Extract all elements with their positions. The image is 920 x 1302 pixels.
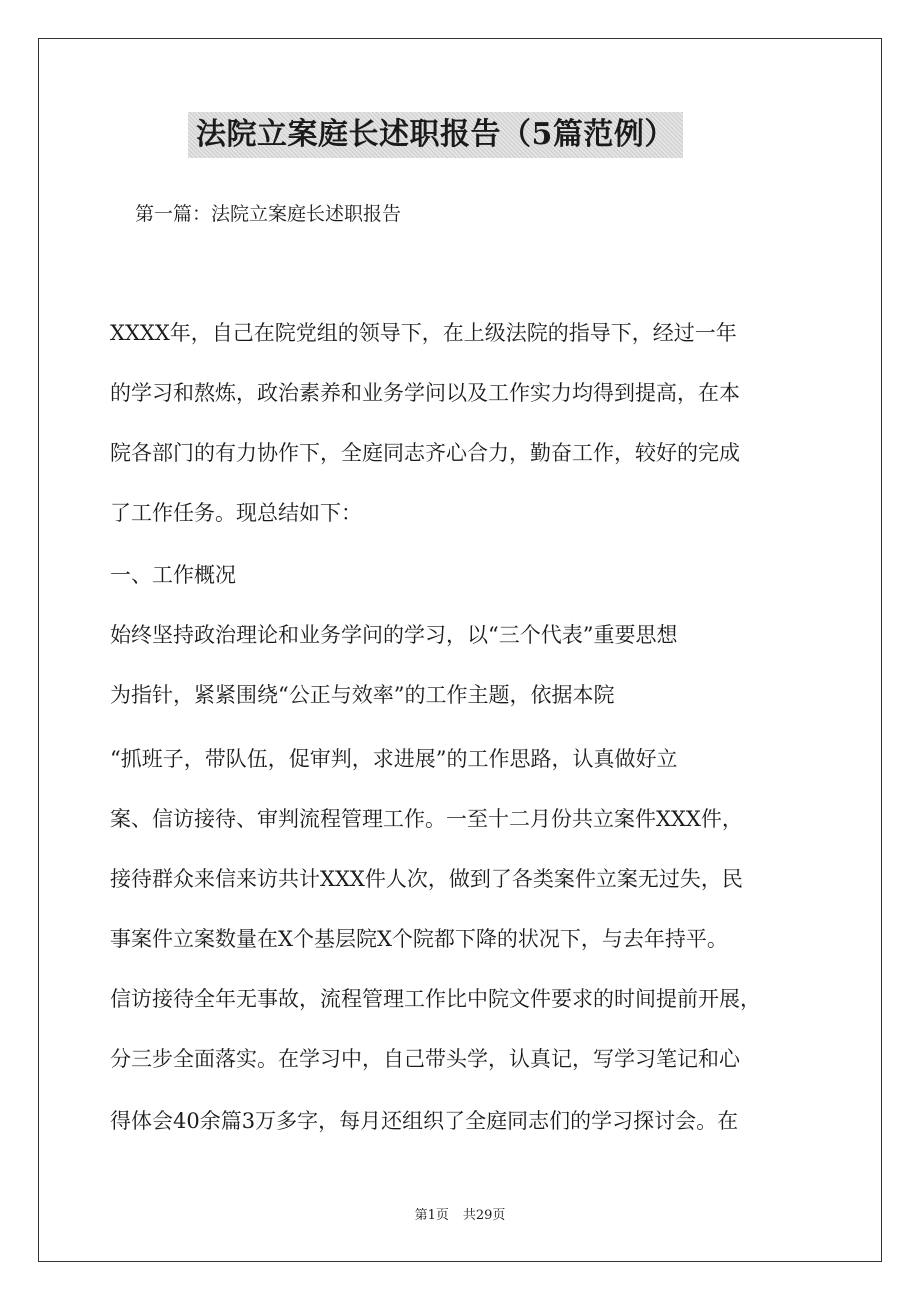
- body-line: 得体会40余篇3万多字，每月还组织了全庭同志们的学习探讨会。在: [110, 1109, 739, 1133]
- page-number: 第1页: [414, 1208, 449, 1223]
- body-line: 分三步全面落实。在学习中，自己带头学，认真记，写学习笔记和心: [110, 1047, 740, 1071]
- document-title: 法院立案庭长述职报告（5篇范例）: [188, 112, 683, 158]
- body-line: 信访接待全年无事故，流程管理工作比中院文件要求的时间提前开展，: [110, 987, 761, 1011]
- total-pages: 共29页: [462, 1208, 506, 1223]
- section-title: 第一篇：法院立案庭长述职报告: [135, 203, 402, 225]
- page-footer: [0, 1207, 920, 1225]
- body-line: 了工作任务。现总结如下：: [110, 501, 362, 525]
- body-line: 接待群众来信来访共计XXX件人次，做到了各类案件立案无过失，民: [110, 867, 743, 891]
- body-line: 一、工作概况: [110, 563, 236, 587]
- body-line: 始终坚持政治理论和业务学问的学习，以“三个代表”重要思想: [110, 623, 678, 647]
- body-line: 为指针，紧紧围绕“公正与效率”的工作主题，依据本院: [110, 683, 615, 707]
- body-line: 的学习和熬炼，政治素养和业务学问以及工作实力均得到提高，在本: [110, 381, 740, 405]
- body-line: 事案件立案数量在X个基层院X个院都下降的状况下，与去年持平。: [110, 927, 728, 951]
- body-line: “抓班子，带队伍，促审判，求进展”的工作思路，认真做好立: [110, 747, 678, 771]
- body-line: 案、信访接待、审判流程管理工作。一至十二月份共立案件XXX件，: [110, 807, 743, 831]
- body-line: XXXX年，自己在院党组的领导下，在上级法院的指导下，经过一年: [110, 321, 737, 345]
- body-line: 院各部门的有力协作下，全庭同志齐心合力，勤奋工作，较好的完成: [110, 441, 740, 465]
